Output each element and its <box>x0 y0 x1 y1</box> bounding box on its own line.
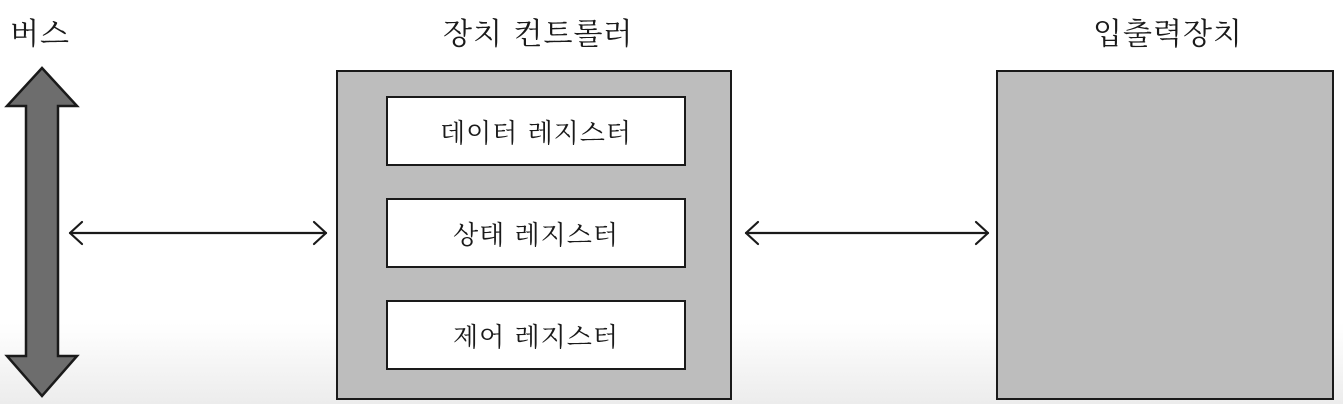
data-register: 데이터 레지스터 <box>386 96 686 166</box>
control-register: 제어 레지스터 <box>386 300 686 370</box>
io-device-label: 입출력장치 <box>1093 17 1243 52</box>
controller-io-arrow-icon <box>746 222 988 244</box>
bus-label: 버스 <box>10 17 70 52</box>
bus-double-arrow-icon <box>7 68 77 396</box>
bus-controller-arrow-icon <box>70 222 326 244</box>
status-register: 상태 레지스터 <box>386 198 686 268</box>
device-controller-label: 장치 컨트롤러 <box>443 17 634 52</box>
